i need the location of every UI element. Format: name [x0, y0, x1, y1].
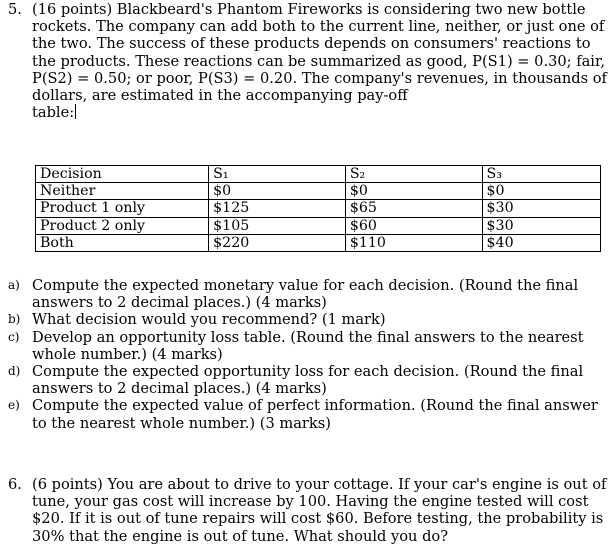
part-b: [8, 311, 608, 328]
part-text: Compute the expected value of perfect information. (Round the final answer to the nearest whole number.) (3 marks): [32, 397, 598, 432]
part-label: a): [8, 278, 20, 292]
table-header-cell: Decision: [36, 166, 209, 183]
question-6: [8, 476, 608, 545]
table-cell: $30: [482, 200, 600, 217]
table-header-row: [36, 166, 601, 183]
table-row: [36, 217, 601, 234]
question-5-number: 5.: [8, 1, 22, 18]
table-cell: $30: [482, 217, 600, 234]
part-label: e): [8, 398, 20, 413]
table-cell: $110: [345, 234, 482, 251]
part-d: [8, 363, 608, 397]
table-row: [36, 234, 601, 251]
table-cell: Neither: [36, 183, 209, 200]
table-cell: $65: [345, 200, 482, 217]
table-cell: $220: [209, 234, 346, 251]
question-5: [8, 1, 608, 121]
question-6-text: (6 points) You are about to drive to your cottage. If your car's engine is out of tune, your gas cost will increase by 100. Having the engine tested will cost $20. If it is out of tune repairs will cost $60. Before testing, the probability is 30% that the engine is out of tune. What should you do?: [32, 476, 607, 545]
table-cell: $125: [209, 200, 346, 217]
part-text: Compute the expected monetary value for each decision. (Round the final answers to 2 decimal places.) (4 marks): [32, 277, 579, 312]
table-cell: $0: [345, 183, 482, 200]
part-c: [8, 329, 608, 363]
part-text: Compute the expected opportunity loss for each decision. (Round the final answers to 2 decimal places.) (4 marks): [32, 363, 584, 398]
part-label: b): [8, 312, 21, 327]
table-header-cell: S₁: [209, 166, 346, 183]
table-row: [36, 183, 601, 200]
table-cell: Product 1 only: [36, 200, 209, 217]
question-5-parts: [8, 277, 608, 432]
table-cell: $40: [482, 234, 600, 251]
part-label: d): [8, 364, 21, 379]
text-cursor: [75, 104, 76, 119]
part-a: [8, 277, 608, 311]
question-5-text: [32, 1, 608, 121]
table-cell: $105: [209, 217, 346, 234]
table-cell: $0: [482, 183, 600, 200]
table-row: [36, 200, 601, 217]
table-header-cell: S₂: [345, 166, 482, 183]
table-cell: $0: [209, 183, 346, 200]
table-cell: $60: [345, 217, 482, 234]
question-6-number: 6.: [8, 476, 22, 493]
question-5-intro: (16 points) Blackbeard's Phantom Fireworks is considering two new bottle rockets. The company can add both to the current line, neither, or just one of the two. The success of these products depends on consumers' reactions to the products. These reactions can be summarized as good, P(S1) = 0.30; fair, P(S2) = 0.50; or poor, P(S3) = 0.20. The company's revenues, in thousands of dollars, are estimated in the accompanying pay-off: [32, 1, 607, 105]
part-text: Develop an opportunity loss table. (Round the final answers to the nearest whole number.) (4 marks): [32, 328, 584, 363]
payoff-table: [35, 165, 601, 252]
part-text: What decision would you recommend? (1 mark): [32, 311, 386, 329]
part-e: [8, 397, 608, 431]
table-cell: Product 2 only: [36, 217, 209, 234]
table-header-cell: S₃: [482, 166, 600, 183]
part-label: c): [8, 329, 20, 344]
question-5-intro-tail: table:: [32, 104, 75, 122]
table-cell: Both: [36, 234, 209, 251]
